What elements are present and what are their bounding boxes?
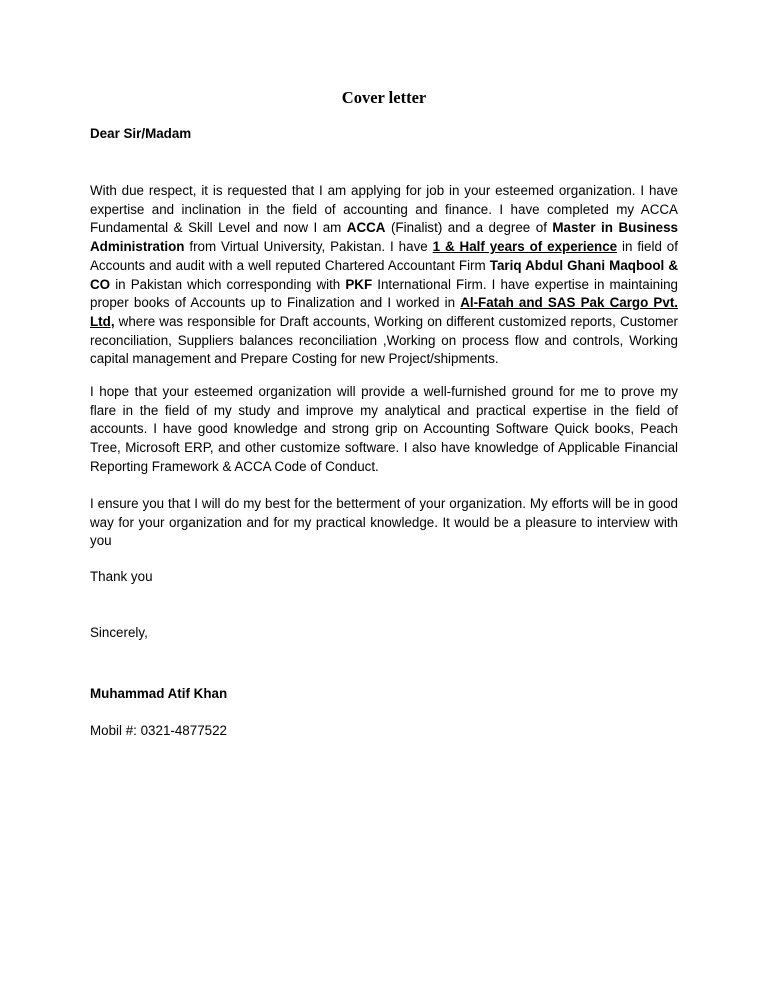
para1-text-4: in field of Accounts and audit with a well reputed Chartered Accountant Firm: [90, 239, 678, 273]
para1-text-7: where was responsible for Draft accounts, Working on different customized reports, Customer reconciliation, Suppliers balances reconciliation ,Working on process flow and controls, Working capital management and Prepare Costing for new Project/shipments.: [90, 313, 678, 367]
bold-firm: Tariq Abdul Ghani Maqbool & CO: [90, 257, 678, 292]
paragraph-expertise: I hope that your esteemed organization will provide a well-furnished ground for me to prove my flare in the field of my study and improve my analytical and practical expertise in the field of accounts. I have good knowledge and strong grip on Accounting Software Quick books, Peach Tree, Microsoft ERP, and other customize software. I also have knowledge of Applicable Financial Reporting Framework & ACCA Code of Conduct.: [90, 384, 678, 474]
bold-pkf: PKF: [345, 276, 373, 292]
closing-line: Sincerely,: [90, 625, 148, 640]
signature-name: Muhammad Atif Khan: [90, 686, 228, 701]
para1-text-6: International Firm. I have expertise in maintaining proper books of Accounts up to Finalization and I worked in: [90, 276, 679, 311]
paragraph-commitment: I ensure you that I will do my best for the betterment of your organization. My efforts will be in good way for your organization and for my practical knowledge. It would be a pleasure to interview with you: [90, 496, 678, 549]
bold-company: Al-Fatah and SAS Pak Cargo Pvt. Ltd,: [90, 295, 678, 329]
paragraph-intro: [90, 182, 678, 369]
para1-text-1: With due respect, it is requested that I am applying for job in your esteemed organization. I have expertise and inclination in the field of accounting and finance. I have completed my ACCA Fundamental & Skill Level and now I am: [90, 183, 678, 236]
para1-text-5: in Pakistan which corresponding with: [110, 276, 346, 292]
salutation: Dear Sir/Madam: [90, 126, 192, 141]
bold-experience: 1 & Half years of experience: [432, 239, 618, 255]
para1-text-2: (Finalist) and a degree of: [385, 220, 553, 236]
letter-title: Cover letter: [341, 88, 427, 107]
thanks-line: Thank you: [90, 569, 153, 584]
para1-text-3: from Virtual University, Pakistan. I have: [184, 239, 433, 255]
mobile-number: Mobil #: 0321-4877522: [90, 723, 227, 738]
bold-degree: Master in Business Administration: [90, 220, 678, 255]
bold-acca: ACCA: [346, 220, 386, 236]
